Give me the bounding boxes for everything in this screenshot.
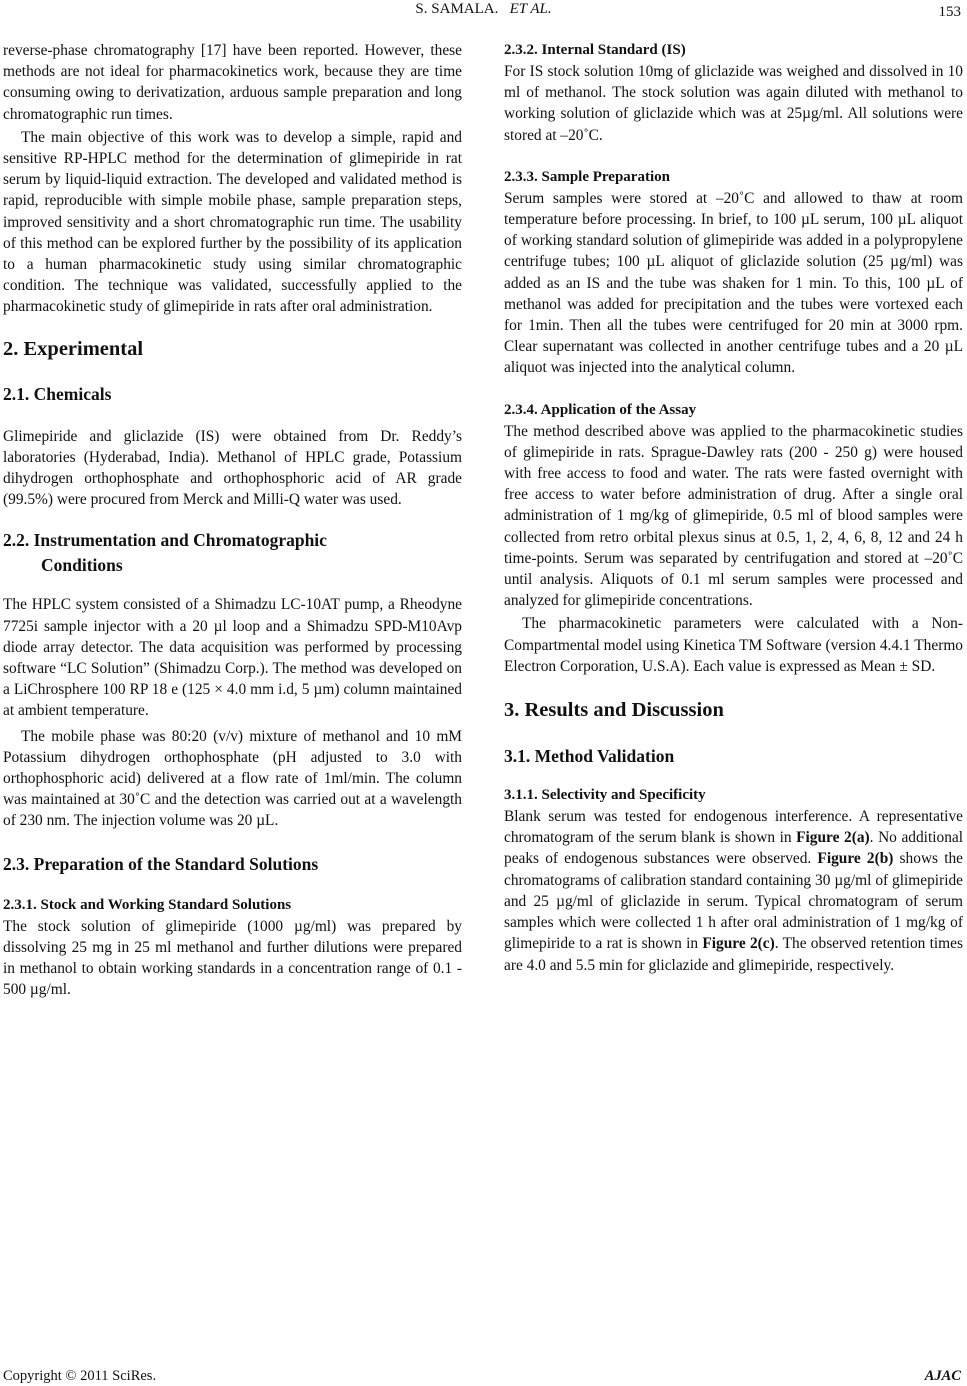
selectivity-text-1: Blank serum was tested for endogenous interference. A representative chromatogram of the serum blank is shown in [504, 808, 963, 847]
chemicals-paragraph: Glimepiride and gliclazide (IS) were obtained from Dr. Reddy’s laboratories (Hyderabad, India). Methanol of HPLC grade, Potassium dihydrogen orthophosphate and orthophosphoric acid of AR grade (99.5%) were procured from Merck and Milli-Q water was used. [3, 427, 462, 509]
section-2-2-heading-line1: 2.2. Instrumentation and Chromatographic [3, 530, 327, 551]
copyright-notice: Copyright © 2011 SciRes. [3, 1368, 157, 1384]
et-al: ET AL. [509, 1, 552, 17]
figure-2b-reference: Figure 2(b) [817, 850, 894, 868]
section-2-3-3-heading: 2.3.3. Sample Preparation [504, 168, 670, 185]
section-2-heading: 2. Experimental [3, 337, 144, 360]
instrumentation-paragraph: The HPLC system consisted of a Shimadzu LC-10AT pump, a Rheodyne 7725i sample injector with a 20 µl loop and a Shimadzu SPD-M10Avp diode array detector. The data acquisition was performed by processing software “LC Solution” (Shimadzu Corp.). The method was developed on a LiChrosphere 100 RP 18 e (125 × 4.0 mm i.d, 5 µm) column maintained at ambient temperature. [3, 596, 462, 720]
journal-abbreviation: AJAC [924, 1368, 961, 1384]
section-2-1-heading: 2.1. Chemicals [3, 383, 112, 404]
assay-application-paragraph: The method described above was applied to the pharmacokinetic studies of glimepiride in rats. Sprague-Dawley rats (200 - 250 g) were housed with free access to food and water. The rats were fasted overnight with free access to water before administration of drug. After a single oral administration of 1 mg/kg of glimepiride, 0.5 ml of blood samples were collected from retro orbital plexus sinus at 0.5, 1, 2, 4, 6, 8, 12 and 24 h time-points. Serum was separated by centrifugation and stored at –20˚C until analysis. Aliquots of 0.1 ml serum samples were processed and analyzed for glimepiride concentrations. [504, 422, 963, 610]
pharmacokinetic-paragraph: The pharmacokinetic parameters were calculated with a Non-Compartmental model using Kinetica TM Software (version 4.4.1 Thermo Electron Corporation, U.S.A). Each value is expressed as Mean ± SD. [504, 615, 963, 675]
selectivity-paragraph [504, 806, 963, 976]
section-2-3-2-heading: 2.3.2. Internal Standard (IS) [504, 42, 686, 58]
section-2-3-4-heading: 2.3.4. Application of the Assay [504, 401, 697, 418]
selectivity-text-3: shows the chromatograms of calibration standard containing 30 µg/ml of glimepiride and 25 µg/ml of gliclazide in serum. Typical chromatogram of serum samples which were collected 1 h after oral administration of 1 mg/kg of glimepiride to a rat is shown in [504, 850, 963, 953]
page-number: 153 [938, 4, 961, 20]
selectivity-text-4: . The observed retention times are 4.0 and 5.5 min for gliclazide and glimepiride, respectively. [504, 935, 963, 974]
section-3-1-heading: 3.1. Method Validation [504, 746, 675, 767]
section-2-2-heading-line2: Conditions [41, 555, 123, 576]
left-column [3, 40, 462, 1001]
running-title [0, 1, 967, 18]
section-2-3-heading: 2.3. Preparation of the Standard Solutions [3, 853, 319, 874]
page-header [0, 0, 967, 24]
right-column [504, 40, 963, 976]
intro-paragraph-2: The main objective of this work was to develop a simple, rapid and sensitive RP-HPLC method for the determination of glimepiride in rat serum by liquid-liquid extraction. The developed and validated method is rapid, reproducible with simple mobile phase, sample preparation steps, improved sensitivity and a short chromatographic run time. The usability of this method can be explored further by the possibility of its application to a human pharmacokinetic study using similar chromatographic condition. The technique was validated, successfully applied to the pharmacokinetic study of glimepiride in rats after oral administration. [3, 128, 462, 316]
section-2-3-1-heading: 2.3.1. Stock and Working Standard Solutions [3, 896, 292, 913]
figure-2a-reference: Figure 2(a) [796, 829, 870, 847]
sample-preparation-paragraph: Serum samples were stored at –20˚C and allowed to thaw at room temperature before processing. In brief, to 100 µL serum, 100 µL aliquot of working standard solution of glimepiride was added in a polypropylene centrifuge tubes; 100 µL aliquot of gliclazide solution (25 µg/ml) was added as an IS and the tube was shaken for 1 min. To this, 100 µL of methanol was added for precipitation and the tubes were vortexed each for 1min. Then all the tubes were centrifuged for 20 min at 3000 rpm. Clear supernatant was collected in another centrifuge tubes and a 20 µL aliquot was injected into the analytical column. [504, 189, 963, 377]
section-3-1-1-heading: 3.1.1. Selectivity and Specificity [504, 787, 706, 804]
author-name: S. SAMALA. [415, 1, 499, 17]
section-2-2-heading [3, 528, 462, 578]
selectivity-text-2: . No additional peaks of endogenous substances were observed. [504, 829, 963, 868]
stock-solution-paragraph: The stock solution of glimepiride (1000 µg/ml) was prepared by dissolving 25 mg in 25 ml methanol and further dilutions were prepared in methanol to obtain working standards in a concentration range of 0.1 - 500 µg/ml. [3, 917, 462, 999]
internal-standard-paragraph: For IS stock solution 10mg of gliclazide was weighed and dissolved in 10 ml of methanol. The stock solution was again diluted with methanol to working solution of gliclazide which was at 25µg/ml. All solutions were stored at –20˚C. [504, 63, 963, 144]
section-3-heading: 3. Results and Discussion [504, 699, 724, 722]
intro-paragraph-1: reverse-phase chromatography [17] have been reported. However, these methods are not ideal for pharmacokinetics work, because they are time consuming owing to derivatization, arduous sample preparation and long chromatographic run times. [3, 42, 462, 123]
mobile-phase-paragraph: The mobile phase was 80:20 (v/v) mixture of methanol and 10 mM Potassium dihydrogen orthophosphate (pH adjusted to 3.0 with orthophosphoric acid) delivered at a flow rate of 1ml/min. The column was maintained at 30˚C and the detection was carried out at a wavelength of 230 nm. The injection volume was 20 µL. [3, 727, 462, 830]
figure-2c-reference: Figure 2(c) [702, 935, 775, 953]
